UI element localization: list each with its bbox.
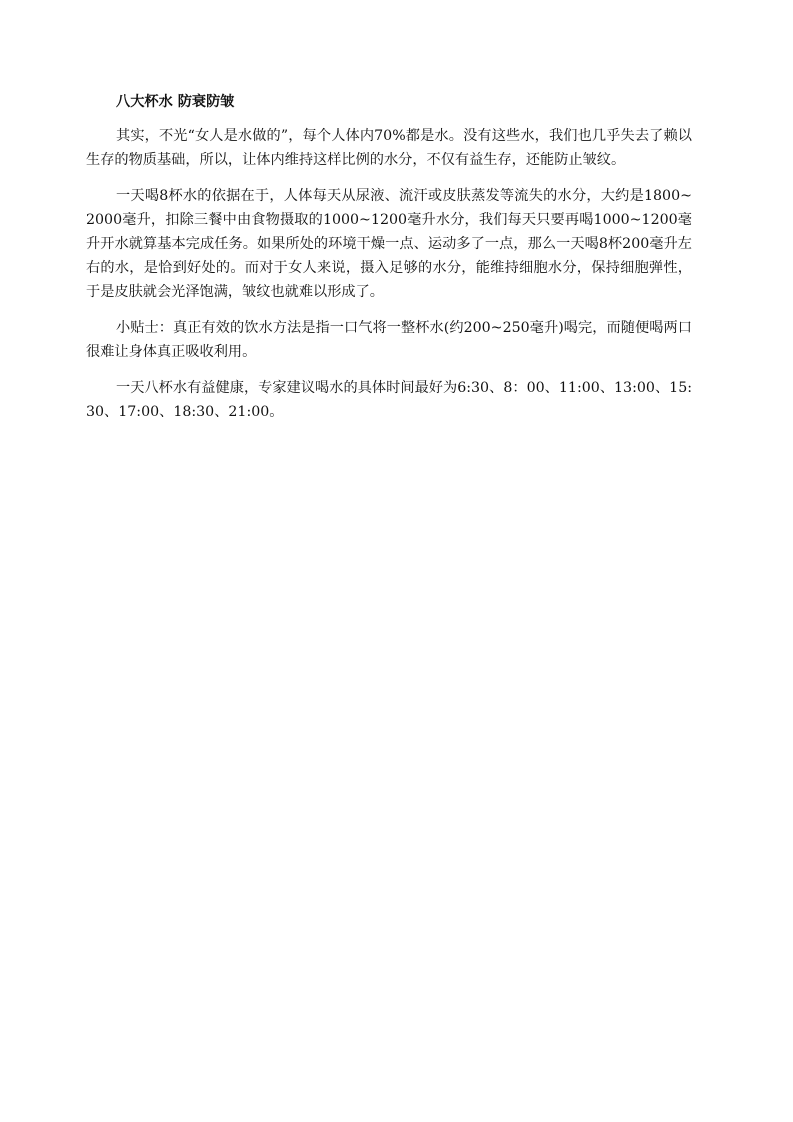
paragraph-water-percentage: 其实，不光“女人是水做的”，每个人体内70%都是水。没有这些水，我们也几乎失去了赖以生存的物质基础，所以，让体内维持这样比例的水分，不仅有益生存，还能防止皱纹。 — [86, 128, 692, 168]
paragraph-eight-cups-basis: 一天喝8杯水的依据在于，人体每天从尿液、流汗或皮肤蒸发等流失的水分，大约是1800~2000毫升，扣除三餐中由食物摄取的1000~1200毫升水分，我们每天只要再喝1000~1200毫升开水就算基本完成任务。如果所处的环境干燥一点、运动多了一点，那么一天喝8杯200毫升左右的水，是恰到好处的。而对于女人来说，摄入足够的水分，能维持细胞水分，保持细胞弹性，于是皮肤就会光泽饱满，皱纹也就难以形成了。 — [86, 188, 692, 300]
paragraph-drinking-schedule: 一天八杯水有益健康，专家建议喝水的具体时间最好为6:30、8：00、11:00、13:00、15:30、17:00、18:30、21:00。 — [86, 380, 692, 420]
paragraph-tip: 小贴士：真正有效的饮水方法是指一口气将一整杯水(约200~250毫升)喝完，而随便喝两口很难让身体真正吸收利用。 — [86, 320, 692, 360]
document-title: 八大杯水 防衰防皱 — [116, 94, 235, 110]
document-body — [86, 92, 692, 436]
